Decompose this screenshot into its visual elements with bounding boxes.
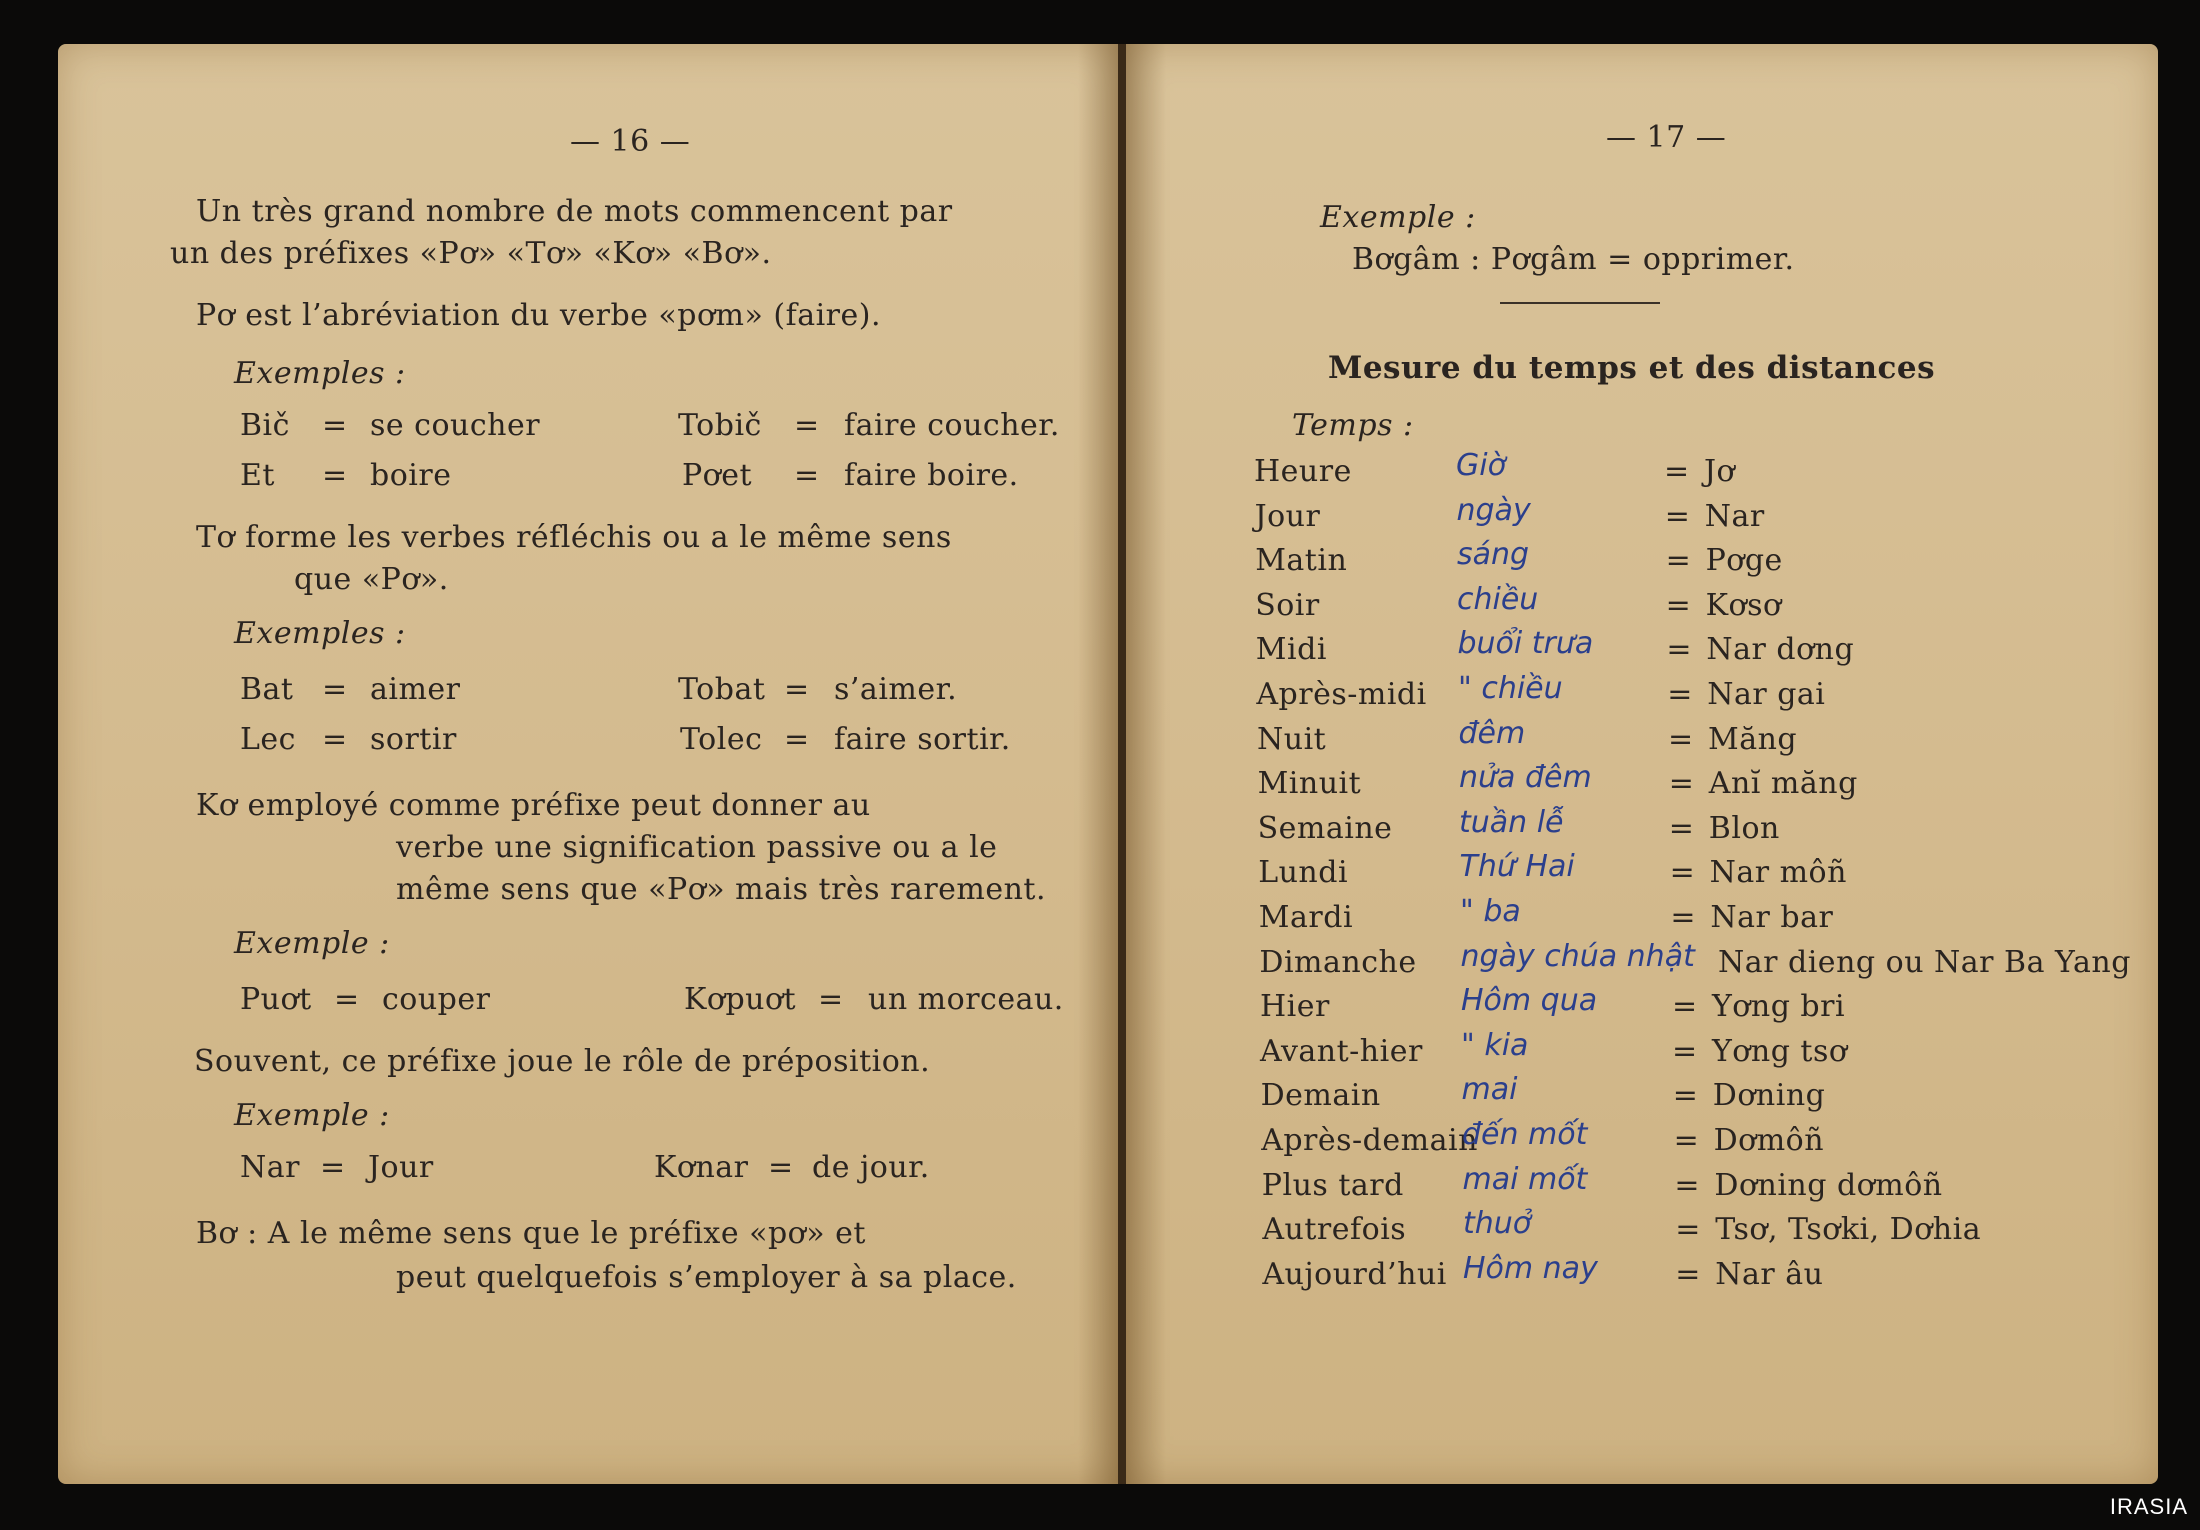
vocab-local-term: Nar gai xyxy=(1707,677,1826,712)
vocab-equals: = xyxy=(1675,1212,1701,1247)
examples-label-1: Exemples : xyxy=(234,356,406,391)
ex1-row2-eq: = xyxy=(322,458,348,493)
ex1-row2-word: Et xyxy=(240,458,275,493)
vocab-handwritten-note: Thứ Hai xyxy=(1459,849,1575,884)
vocab-local-term: Nar xyxy=(1704,499,1765,534)
ex1-row1-eq2: = xyxy=(794,408,820,443)
bo-definition-line-2: peut quelquefois s’employer à sa place. xyxy=(396,1260,1017,1295)
bo-definition-line-1: Bơ : A le même sens que le préfixe «pơ» et xyxy=(196,1216,866,1251)
ko-definition-line-3: même sens que «Pơ» mais très rarement. xyxy=(396,872,1047,907)
ex4-eq: = xyxy=(320,1150,346,1185)
ex3-derived: Kơpuơt xyxy=(684,982,797,1017)
ex4-derived-meaning: de jour. xyxy=(812,1150,930,1185)
vocab-equals: = xyxy=(1664,499,1691,534)
vocab-local-term: Dơning xyxy=(1712,1078,1826,1113)
vocab-local-term: Blon xyxy=(1708,811,1780,846)
vocab-french-term: Plus tard xyxy=(1261,1168,1404,1203)
ex4-meaning: Jour xyxy=(368,1150,434,1185)
vocab-equals: = xyxy=(1668,811,1695,846)
ex3-eq2: = xyxy=(818,982,844,1017)
vocab-local-term: Nar âu xyxy=(1715,1257,1824,1292)
section-divider xyxy=(1500,302,1660,304)
vocab-equals: = xyxy=(1668,722,1694,757)
vocab-french-term: Minuit xyxy=(1257,766,1362,801)
vocab-french-term: Midi xyxy=(1255,632,1327,667)
ex3-word: Puơt xyxy=(240,982,312,1017)
open-booklet xyxy=(58,44,2158,1484)
ko-definition-line-2: verbe une signification passive ou a le xyxy=(396,830,998,865)
ex4-derived: Kơnar xyxy=(654,1150,749,1185)
vocab-equals: = xyxy=(1665,588,1692,623)
vocab-local-term: Pơge xyxy=(1705,543,1783,578)
vocab-handwritten-note: đến mốt xyxy=(1462,1117,1588,1152)
vocab-handwritten-note: nửa đêm xyxy=(1459,760,1592,795)
vocab-french-term: Mardi xyxy=(1258,900,1354,935)
ex1-row2-eq2: = xyxy=(794,458,820,493)
examples-label-2: Exemples : xyxy=(234,616,406,651)
ex2-row1-word: Bat xyxy=(240,672,294,707)
vocab-equals: = xyxy=(1673,1123,1700,1158)
ex1-row1-word: Bič xyxy=(240,408,290,443)
intro-line-1: Un très grand nombre de mots commencent par xyxy=(196,194,953,229)
vocab-local-term: Nar môñ xyxy=(1709,855,1847,890)
vocab-french-term: Après-demain xyxy=(1261,1123,1478,1158)
watermark: IRASIA xyxy=(2109,1494,2188,1519)
vocab-equals: = xyxy=(1672,989,1698,1024)
vocab-french-term: Demain xyxy=(1260,1078,1381,1113)
vocab-equals: = xyxy=(1669,855,1696,890)
ko-definition-line-1: Kơ employé comme préfixe peut donner au xyxy=(196,788,871,823)
example-label-3: Exemple : xyxy=(234,926,390,961)
vocab-local-term: Yơng bri xyxy=(1712,989,1846,1024)
vocab-french-term: Après-midi xyxy=(1256,677,1427,712)
section-title: Mesure du temps et des distances xyxy=(1328,350,1936,386)
vocab-equals: = xyxy=(1672,1034,1698,1069)
vocab-local-term: Anĭ măng xyxy=(1708,766,1858,801)
example-label-4: Exemple : xyxy=(234,1098,390,1133)
vocab-local-term: Dơning dơmôñ xyxy=(1714,1168,1943,1203)
ex1-row1-eq: = xyxy=(322,408,348,443)
ex2-row1-eq2: = xyxy=(784,672,810,707)
vocab-french-term: Autrefois xyxy=(1262,1212,1407,1247)
ex2-row1-meaning: aimer xyxy=(370,672,461,707)
ex2-row1-derived-meaning: s’aimer. xyxy=(834,672,958,707)
souvent-line: Souvent, ce préfixe joue le rôle de préposition. xyxy=(194,1044,931,1079)
vocab-handwritten-note: " chiều xyxy=(1458,671,1563,706)
vocab-equals: = xyxy=(1666,632,1693,667)
page-number-17: — 17 — xyxy=(1606,120,1727,155)
page-number-16: — 16 — xyxy=(570,124,691,159)
vocab-french-term: Hier xyxy=(1260,989,1330,1024)
vocab-french-term: Aujourd’hui xyxy=(1262,1257,1447,1292)
vocab-equals: = xyxy=(1665,543,1692,578)
ex1-row2-derived-meaning: faire boire. xyxy=(844,458,1019,493)
vocab-handwritten-note: buổi trưa xyxy=(1457,626,1594,661)
ex1-row1-derived: Tobič xyxy=(678,408,762,443)
vocab-french-term: Soir xyxy=(1255,588,1320,623)
vocab-handwritten-note: mai mốt xyxy=(1462,1162,1588,1197)
right-page xyxy=(1126,44,2158,1484)
vocab-equals: = xyxy=(1675,1257,1701,1292)
vocab-french-term: Semaine xyxy=(1257,811,1393,846)
vocab-equals: = xyxy=(1667,677,1693,712)
vocab-handwritten-note: đêm xyxy=(1458,716,1526,751)
ex4-word: Nar xyxy=(240,1150,300,1185)
ex2-row1-derived: Tobat xyxy=(678,672,766,707)
vocab-french-term: Avant-hier xyxy=(1260,1034,1423,1069)
vocab-handwritten-note: Giờ xyxy=(1456,448,1506,483)
to-definition-line-1: Tơ forme les verbes réfléchis ou a le même sens xyxy=(196,520,952,555)
ex2-row2-meaning: sortir xyxy=(370,722,457,757)
vocab-equals: = xyxy=(1664,454,1690,489)
example-line: Bơgâm : Pơgâm = opprimer. xyxy=(1352,242,1795,277)
vocab-local-term: Nar bar xyxy=(1710,900,1834,935)
vocab-local-term: Yơng tsơ xyxy=(1712,1034,1848,1069)
ex2-row2-word: Lec xyxy=(240,722,296,757)
po-definition: Pơ est l’abréviation du verbe «pơm» (faire). xyxy=(196,298,882,333)
temps-label: Temps : xyxy=(1292,408,1414,443)
to-definition-line-2: que «Pơ». xyxy=(294,562,449,597)
vocab-handwritten-note: ngày xyxy=(1456,493,1531,528)
ex2-row2-derived-meaning: faire sortir. xyxy=(834,722,1011,757)
vocab-local-term: Tsơ, Tsơki, Dơhia xyxy=(1715,1212,1982,1247)
vocab-handwritten-note: mai xyxy=(1461,1072,1518,1107)
intro-line-2: un des préfixes «Pơ» «Tơ» «Kơ» «Bơ». xyxy=(170,236,772,271)
vocab-local-term: Nar dieng ou Nar Ba Yang xyxy=(1718,945,2131,980)
vocab-french-term: Lundi xyxy=(1258,855,1349,890)
ex2-row2-eq: = xyxy=(322,722,348,757)
ex1-row2-meaning: boire xyxy=(370,458,452,493)
vocab-equals: = xyxy=(1668,766,1695,801)
vocab-handwritten-note: chiều xyxy=(1457,582,1539,617)
vocab-french-term: Nuit xyxy=(1257,722,1327,757)
vocab-equals: = xyxy=(1670,900,1697,935)
vocab-local-term: Dơmôñ xyxy=(1713,1123,1825,1158)
ex4-eq2: = xyxy=(768,1150,794,1185)
vocab-handwritten-note: " ba xyxy=(1460,894,1521,929)
vocab-french-term: Jour xyxy=(1254,499,1321,534)
ex1-row2-derived: Pơet xyxy=(682,458,753,493)
ex1-row1-derived-meaning: faire coucher. xyxy=(844,408,1060,443)
vocab-local-term: Kơsơ xyxy=(1705,588,1782,623)
vocab-french-term: Dimanche xyxy=(1259,945,1417,980)
book-gutter xyxy=(1118,44,1126,1484)
vocab-handwritten-note: Hôm qua xyxy=(1461,983,1598,1018)
ex2-row2-derived: Tolec xyxy=(680,722,763,757)
ex1-row1-meaning: se coucher xyxy=(370,408,541,443)
vocab-french-term: Heure xyxy=(1254,454,1352,489)
ex2-row2-eq2: = xyxy=(784,722,810,757)
vocab-equals: = xyxy=(1672,1078,1699,1113)
vocab-french-term: Matin xyxy=(1255,543,1348,578)
vocab-handwritten-note: Hôm nay xyxy=(1463,1251,1598,1286)
vocab-equals: = xyxy=(1674,1168,1701,1203)
vocab-handwritten-note: sáng xyxy=(1457,537,1530,572)
vocab-local-term: Jơ xyxy=(1704,454,1736,489)
vocab-local-term: Măng xyxy=(1708,722,1798,757)
ex2-row1-eq: = xyxy=(322,672,348,707)
vocab-handwritten-note: ngày chúa nhật xyxy=(1460,939,1695,974)
vocab-local-term: Nar dơng xyxy=(1706,632,1855,667)
left-page xyxy=(58,44,1118,1484)
vocab-handwritten-note: " kia xyxy=(1461,1028,1529,1063)
ex3-eq: = xyxy=(334,982,360,1017)
vocab-handwritten-note: thuở xyxy=(1463,1206,1532,1241)
vocab-handwritten-note: tuần lễ xyxy=(1459,805,1564,840)
ex3-derived-meaning: un morceau. xyxy=(868,982,1064,1017)
ex3-meaning: couper xyxy=(382,982,491,1017)
example-label: Exemple : xyxy=(1320,200,1476,235)
